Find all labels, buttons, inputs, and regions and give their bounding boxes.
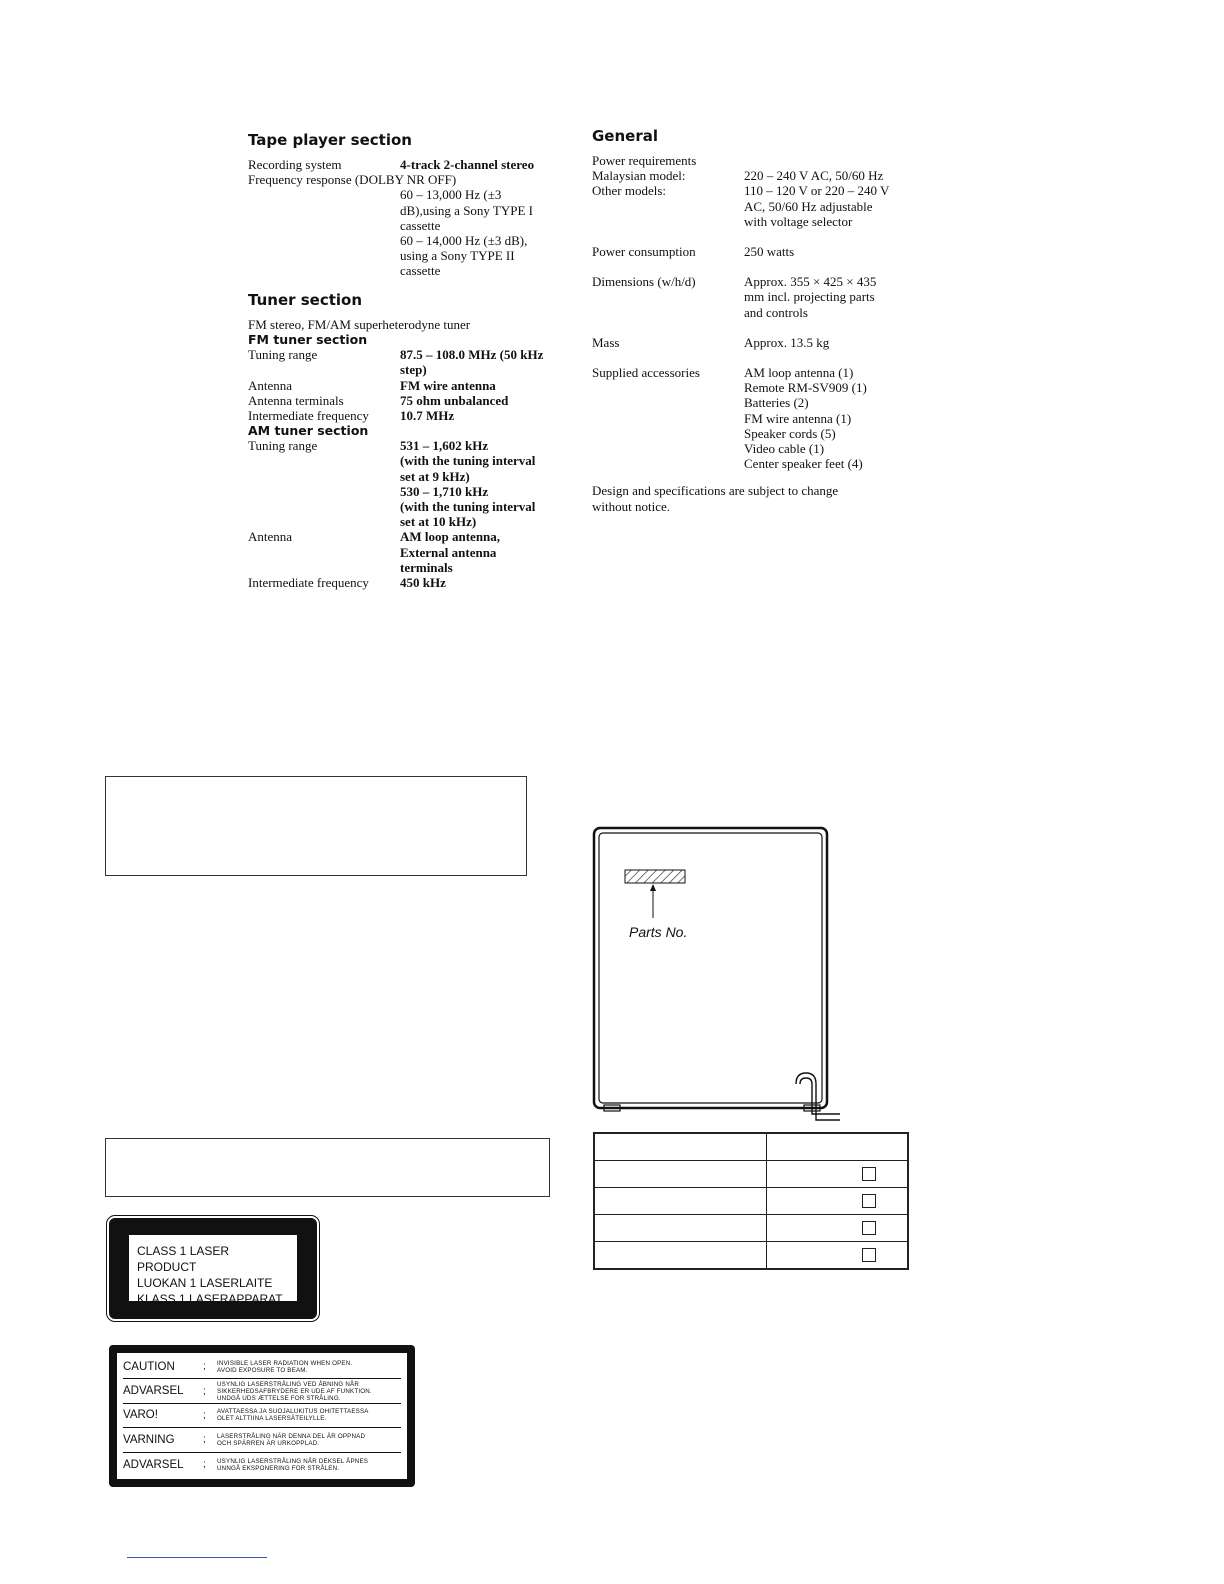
general-heading: General <box>592 127 658 145</box>
spec-row <box>248 393 558 408</box>
spec-value: AM loop antenna, External antenna terminals <box>400 529 501 575</box>
table-row <box>594 1215 908 1242</box>
table-cell <box>767 1133 909 1161</box>
spec-label: Antenna <box>248 377 293 393</box>
fm-heading: FM tuner section <box>248 332 368 348</box>
spec-value: Approx. 355 × 425 × 435 mm incl. projecting parts and controls <box>744 274 877 320</box>
table-cell <box>767 1242 909 1270</box>
unit-diagram <box>590 826 850 1131</box>
table-cell <box>594 1188 767 1215</box>
general-section <box>592 127 912 514</box>
laser-class-text <box>129 1235 297 1306</box>
spec-row <box>248 438 558 529</box>
caution-word: ADVARSEL <box>123 1385 184 1398</box>
spec-row <box>592 335 912 350</box>
freq-label: Frequency response (DOLBY NR OFF) <box>248 172 457 188</box>
table-row <box>594 1242 908 1270</box>
caution-table <box>117 1353 407 1479</box>
table-cell <box>767 1188 909 1215</box>
spec-row <box>248 408 558 423</box>
spec-label: Mass <box>592 334 620 350</box>
tape-section <box>248 131 558 279</box>
caution-text: USYNLIG LASERSTRÅLING NÅR DEKSEL ÅPNES UNNGÅ EKSPONERING FOR STRÅLEN. <box>217 1457 369 1472</box>
checkbox[interactable] <box>862 1194 876 1208</box>
spec-row <box>248 187 558 233</box>
caution-separator: ; <box>203 1409 206 1421</box>
spec-label: Supplied accessories <box>592 365 700 381</box>
spec-value: 75 ohm unbalanced <box>400 392 509 408</box>
caution-label <box>109 1345 415 1487</box>
spec-row <box>248 575 558 590</box>
power-label: Power requirements <box>592 153 697 168</box>
caution-row <box>123 1404 401 1428</box>
spec-label: Intermediate frequency <box>248 408 369 424</box>
table-cell <box>594 1161 767 1188</box>
tape-heading: Tape player section <box>248 131 412 149</box>
spec-value: FM wire antenna <box>400 377 496 393</box>
table-cell <box>594 1133 767 1161</box>
spec-row <box>592 168 912 183</box>
spec-row <box>248 378 558 393</box>
caution-word: CAUTION <box>123 1360 175 1373</box>
caution-separator: ; <box>203 1385 206 1397</box>
spec-label: Tuning range <box>248 347 318 363</box>
tuner-heading: Tuner section <box>248 291 363 309</box>
laser-class-line: KLASS 1 LASERAPPARAT <box>137 1292 283 1306</box>
spec-label: Malaysian model: <box>592 168 686 184</box>
spec-row <box>248 347 558 377</box>
empty-box-bottom <box>105 1138 550 1197</box>
caution-separator: ; <box>203 1434 206 1446</box>
caution-row <box>123 1453 401 1477</box>
spec-label: Tuning range <box>248 438 318 454</box>
spec-row <box>592 365 912 471</box>
caution-text: LASERSTRÅLING NÄR DENNA DEL ÄR OPPNAD OCH SPÄRREN ÄR URKOPPLAD. <box>217 1432 366 1447</box>
caution-row <box>123 1355 401 1379</box>
spec-value: 110 – 120 V or 220 – 240 V AC, 50/60 Hz adjustable with voltage selector <box>744 183 890 229</box>
table-row <box>594 1188 908 1215</box>
tuner-intro: FM stereo, FM/AM superheterodyne tuner <box>248 317 471 332</box>
spec-row <box>592 274 912 320</box>
caution-text: AVATTAESSA JA SUOJALUKITUS OHITETTAESSA OLET ALTTIINA LASERSÄTEILYLLE. <box>217 1408 369 1423</box>
parts-table <box>593 1132 909 1270</box>
tuner-section <box>248 291 558 590</box>
spec-value: 531 – 1,602 kHz (with the tuning interval set at 9 kHz) 530 – 1,710 kHz (with the tuning interval set at 10 kHz) <box>400 438 536 530</box>
checkbox[interactable] <box>862 1167 876 1181</box>
parts-arrow-head <box>650 884 656 891</box>
spec-value: 87.5 – 108.0 MHz (50 kHz step) <box>400 347 544 378</box>
table-cell <box>594 1242 767 1270</box>
table-cell <box>594 1215 767 1242</box>
laser-class-line: CLASS 1 LASER PRODUCT <box>137 1244 230 1274</box>
spec-value: 250 watts <box>744 244 795 260</box>
caution-separator: ; <box>203 1459 206 1471</box>
table-cell <box>767 1161 909 1188</box>
spec-label: Antenna <box>248 529 293 545</box>
checkbox[interactable] <box>862 1221 876 1235</box>
power-cord-outer <box>796 1073 840 1120</box>
spec-label: Power consumption <box>592 244 696 260</box>
caution-word: ADVARSEL <box>123 1458 184 1471</box>
caution-word: VARO! <box>123 1409 158 1422</box>
caution-word: VARNING <box>123 1433 175 1446</box>
spec-value: AM loop antenna (1) Remote RM-SV909 (1) Batteries (2) FM wire antenna (1) Speaker cords (5) Video cable (1) Center speaker feet (4) <box>744 365 867 472</box>
caution-text: USYNLIG LASERSTRÅLING VED ÅBNING NÅR SIKKERHEDSAFBRYDERE ER UDE AF FUNKTION. UNDGÅ UDS ÆTTELSE FOR STRÅLING. <box>217 1380 372 1402</box>
am-heading: AM tuner section <box>248 423 369 439</box>
checkbox[interactable] <box>862 1248 876 1262</box>
caution-row <box>123 1428 401 1452</box>
caution-text: INVISIBLE LASER RADIATION WHEN OPEN. AVOID EXPOSURE TO BEAM. <box>217 1359 353 1374</box>
spec-row <box>592 183 912 229</box>
table-cell <box>767 1215 909 1242</box>
spacer <box>248 233 400 279</box>
spec-label: Antenna terminals <box>248 392 344 408</box>
spec-value: 220 – 240 V AC, 50/60 Hz <box>744 168 884 184</box>
parts-no-label: Parts No. <box>629 924 688 940</box>
laser-class-line: LUOKAN 1 LASERLAITE <box>137 1276 273 1290</box>
footer-rule <box>127 1557 267 1558</box>
freq-value-type1: 60 – 13,000 Hz (±3 dB),using a Sony TYPE I cassette <box>400 187 534 233</box>
spec-label: Recording system <box>248 157 342 172</box>
spec-value: 450 kHz <box>400 575 446 591</box>
spec-value: 10.7 MHz <box>400 408 455 424</box>
spec-label: Intermediate frequency <box>248 575 369 591</box>
spec-value: Approx. 13.5 kg <box>744 334 830 350</box>
spec-label: Other models: <box>592 183 667 199</box>
empty-box-top <box>105 776 527 876</box>
parts-number-label-area <box>625 870 685 883</box>
freq-value-type2: 60 – 14,000 Hz (±3 dB), using a Sony TYPE II cassette <box>400 233 528 279</box>
spec-value: 4-track 2-channel stereo <box>400 157 535 172</box>
spec-label: Dimensions (w/h/d) <box>592 274 696 290</box>
table-row <box>594 1161 908 1188</box>
spec-row <box>248 529 558 575</box>
laser-class-label <box>107 1216 319 1321</box>
table-row <box>594 1133 908 1161</box>
caution-separator: ; <box>203 1361 206 1373</box>
caution-row <box>123 1379 401 1403</box>
spacer <box>248 187 400 233</box>
spec-row <box>592 244 912 259</box>
spec-row <box>248 233 558 279</box>
notice-text: Design and specifications are subject to change without notice. <box>592 483 839 514</box>
spec-row <box>248 157 558 172</box>
